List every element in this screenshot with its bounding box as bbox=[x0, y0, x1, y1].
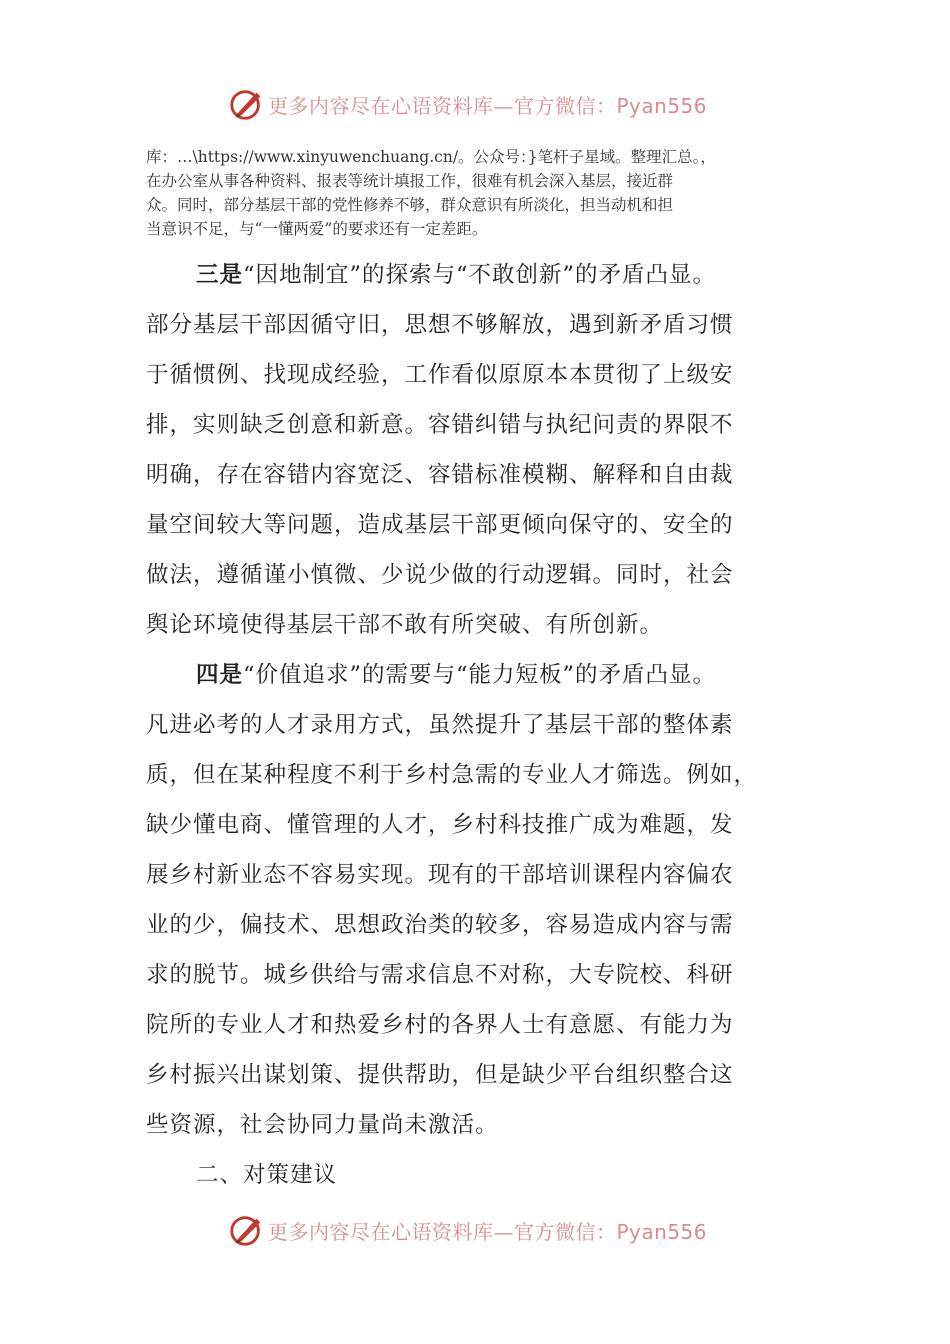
pen-logo-icon bbox=[228, 1211, 266, 1249]
section3-line: 量空间较大等问题，造成基层干部更倾向保守的、安全的 bbox=[146, 512, 734, 538]
pen-logo-icon bbox=[228, 85, 266, 123]
section-heading: 二、对策建议 bbox=[196, 1162, 338, 1188]
section4-line: 质，但在某种程度不利于乡村急需的专业人才筛选。例如， bbox=[146, 762, 758, 788]
section3-line: 部分基层干部因循守旧，思想不够解放，遇到新矛盾习惯 bbox=[146, 312, 734, 338]
section3-line: 做法，遵循谨小慎微、少说少做的行动逻辑。同时，社会 bbox=[146, 562, 734, 588]
header-banner bbox=[228, 84, 748, 124]
section3-first-line: 三是“因地制宜”的探索与“不敢创新”的矛盾凸显。 bbox=[196, 262, 717, 288]
section3-line: 明确，存在容错内容宽泛、容错标准模糊、解释和自由裁 bbox=[146, 462, 734, 488]
banner-wechat-id: Pyan556 bbox=[616, 93, 708, 118]
section4-line: 院所的专业人才和热爱乡村的各界人士有意愿、有能力为 bbox=[146, 1012, 734, 1038]
intro-line: 库：…\https://www.xinyuwenchuang.cn/。公众号：}笔杆子星域。整理汇总。， bbox=[146, 148, 716, 166]
intro-line: 在办公室从事各种资料、报表等统计填报工作，很难有机会深入基层，接近群 bbox=[146, 172, 674, 190]
footer-banner bbox=[228, 1210, 748, 1250]
section4-line: 展乡村新业态不容易实现。现有的干部培训课程内容偏农 bbox=[146, 862, 734, 888]
section3-lead: 三是 bbox=[196, 262, 244, 288]
section4-line: 凡进必考的人才录用方式，虽然提升了基层干部的整体素 bbox=[146, 712, 734, 738]
intro-paragraph bbox=[146, 145, 806, 241]
section3-line: 于循惯例、找现成经验，工作看似原原本本贯彻了上级安 bbox=[146, 362, 734, 388]
section4-lead: 四是 bbox=[196, 662, 244, 688]
section3-line: 排，实则缺乏创意和新意。容错纠错与执纪问责的界限不 bbox=[146, 412, 734, 438]
section4-line: 乡村振兴出谋划策、提供帮助，但是缺少平台组织整合这 bbox=[146, 1062, 734, 1088]
section4-line: 求的脱节。城乡供给与需求信息不对称，大专院校、科研 bbox=[146, 962, 734, 988]
intro-line: 当意识不足，与“一懂两爱”的要求还有一定差距。 bbox=[146, 220, 488, 238]
banner-wechat-id: Pyan556 bbox=[616, 1219, 708, 1244]
section4-line: 些资源，社会协同力量尚未激活。 bbox=[146, 1112, 499, 1138]
document-body bbox=[146, 250, 816, 1200]
section4-first-line: 四是“价值追求”的需要与“能力短板”的矛盾凸显。 bbox=[196, 662, 717, 688]
banner-text: 更多内容尽在心语资料库—官方微信： bbox=[268, 1219, 617, 1244]
banner-text: 更多内容尽在心语资料库—官方微信： bbox=[268, 93, 617, 118]
intro-line: 众。同时，部分基层干部的党性修养不够，群众意识有所淡化，担当动机和担 bbox=[146, 196, 674, 214]
section4-line: 业的少，偏技术、思想政治类的较多，容易造成内容与需 bbox=[146, 912, 734, 938]
section3-line: 舆论环境使得基层干部不敢有所突破、有所创新。 bbox=[146, 612, 664, 638]
section4-line: 缺少懂电商、懂管理的人才，乡村科技推广成为难题，发 bbox=[146, 812, 734, 838]
